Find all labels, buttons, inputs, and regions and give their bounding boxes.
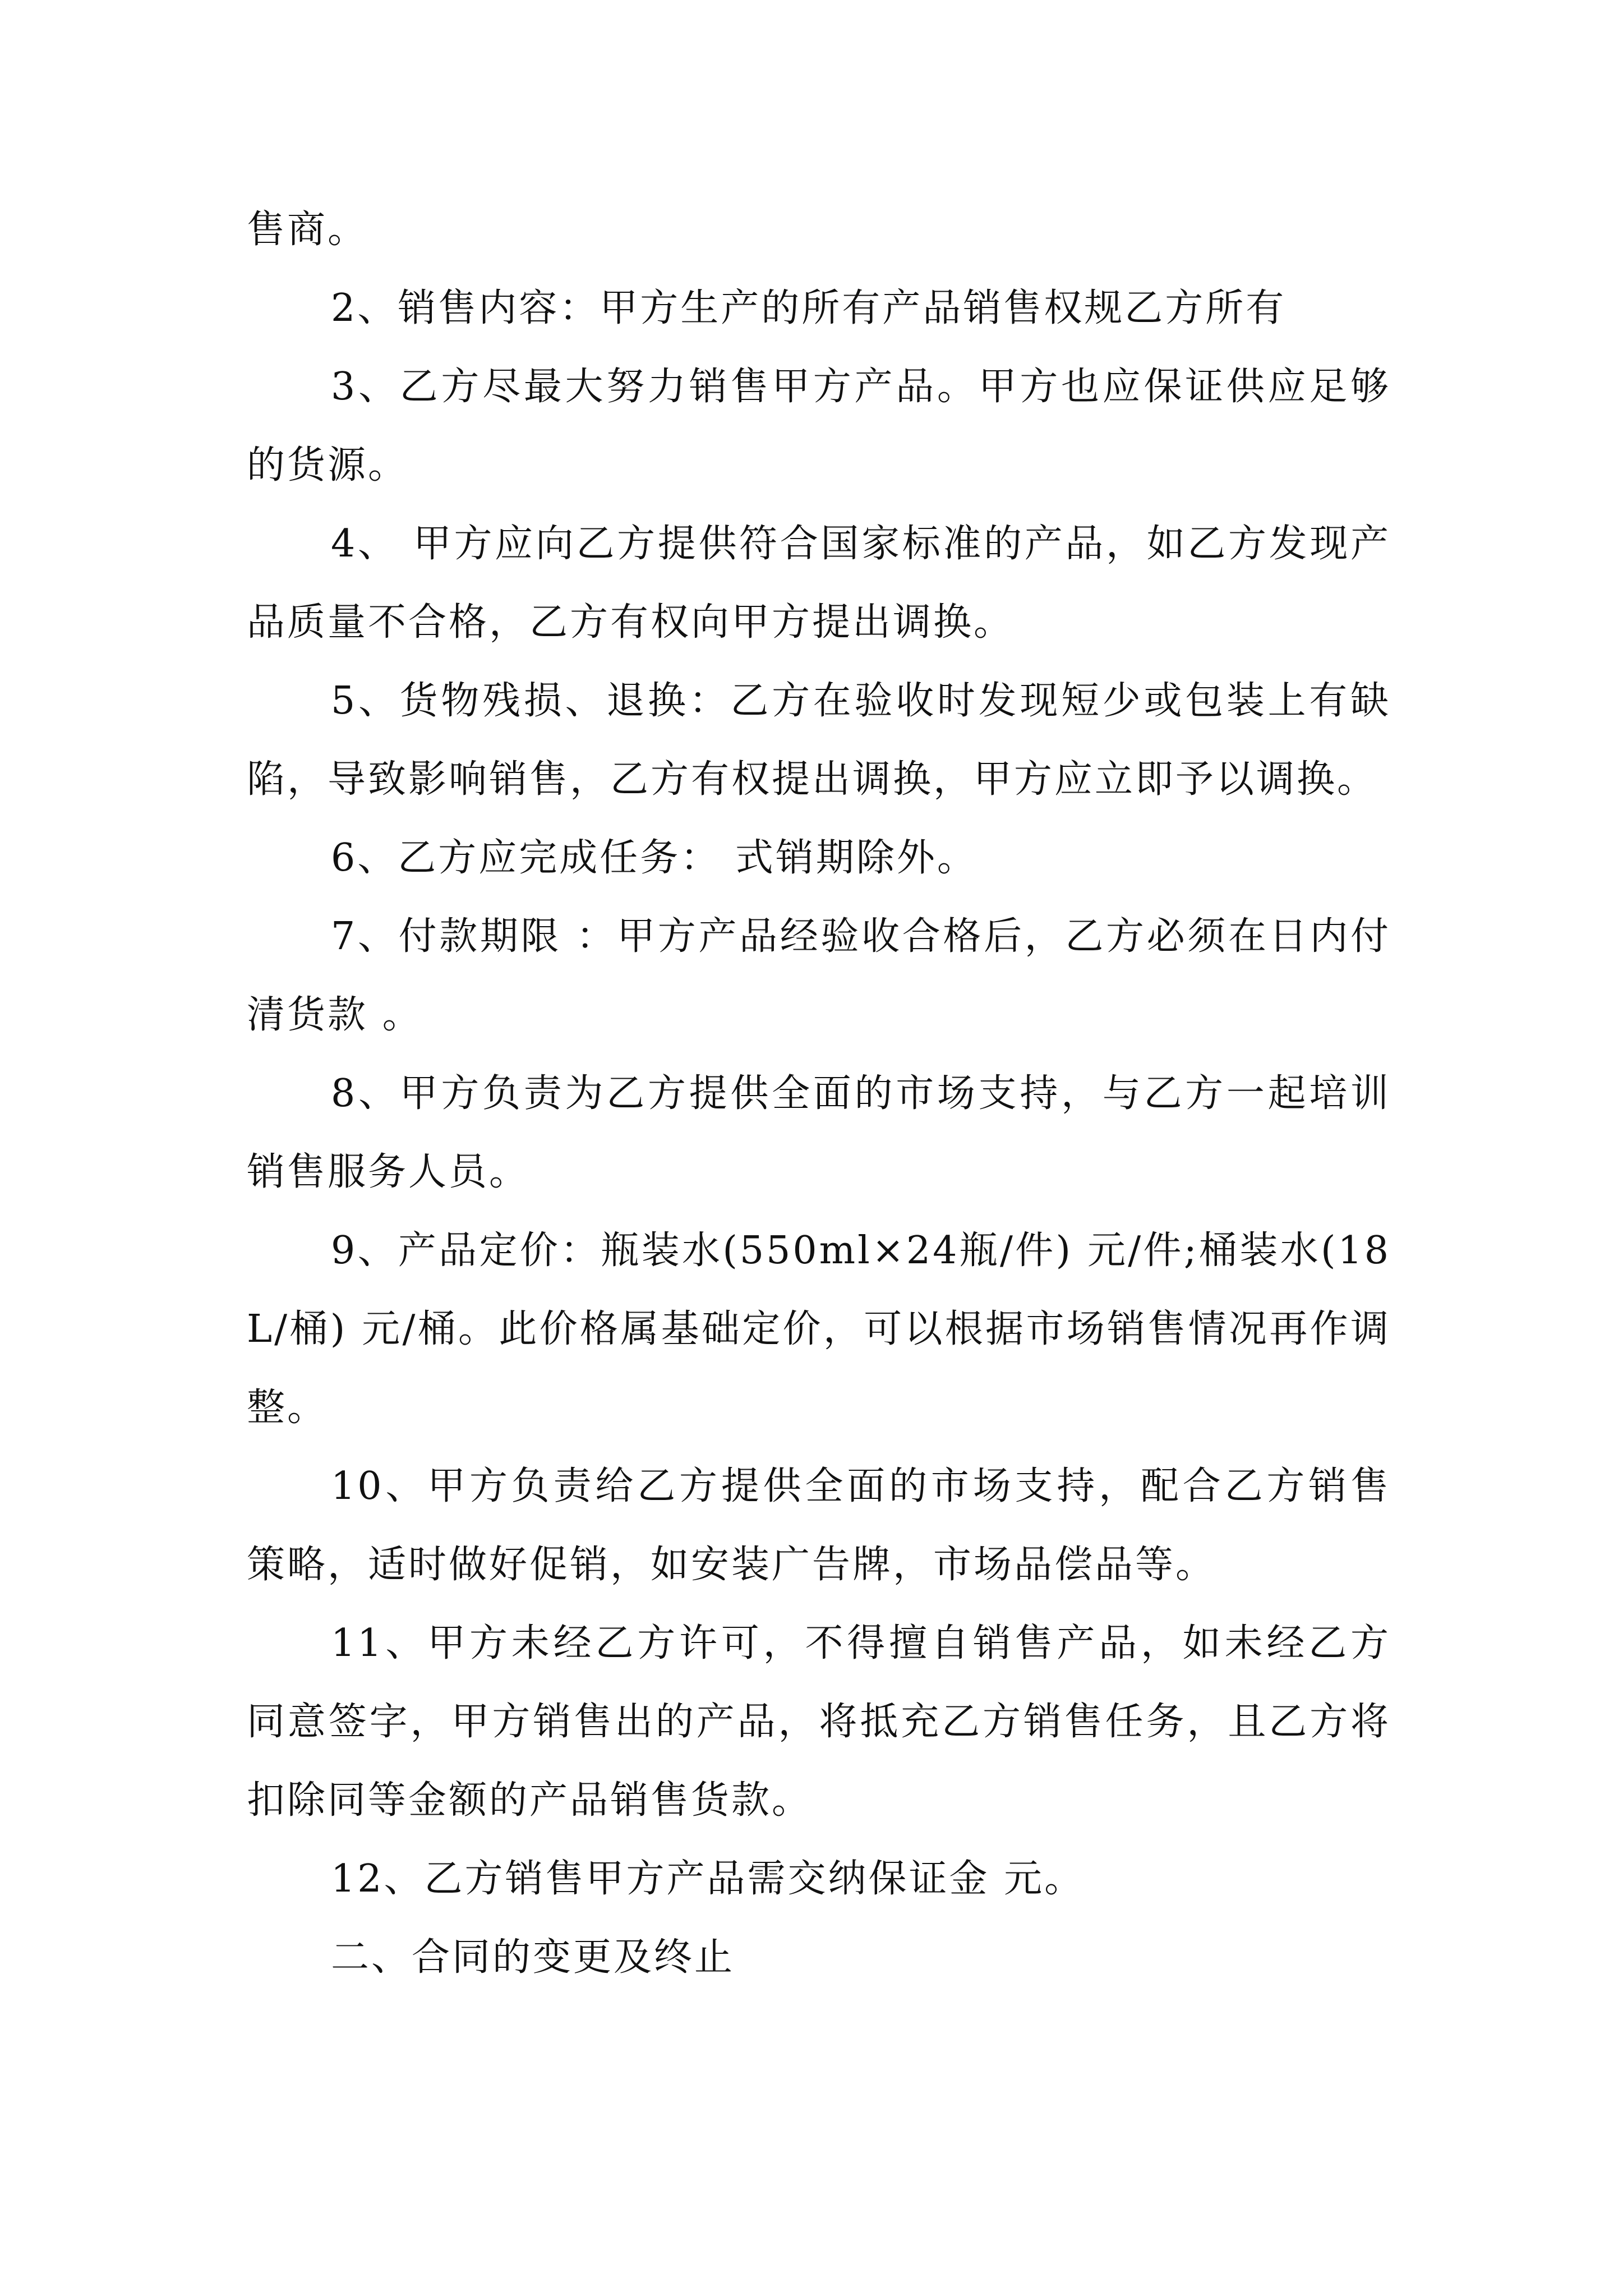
paragraph-clause-11: 11、甲方未经乙方许可，不得擅自销售产品，如未经乙方同意签字，甲方销售出的产品，将抵充乙方销售任务，且乙方将扣除同等金额的产品销售货款。 bbox=[247, 1621, 1391, 1823]
paragraph-clause-8: 8、甲方负责为乙方提供全面的市场支持，与乙方一起培训销售服务人员。 bbox=[247, 1071, 1391, 1194]
paragraph-clause-3: 3、乙方尽最大努力销售甲方产品。甲方也应保证供应足够的货源。 bbox=[247, 365, 1391, 487]
section-heading: 二、合同的变更及终止 bbox=[331, 1935, 735, 1980]
document-body bbox=[247, 191, 1391, 1997]
paragraph-clause-9: 9、产品定价：瓶装水(550ml×24瓶/件) 元/件;桶装水(18L/桶) 元/桶。此价格属基础定价，可以根据市场销售情况再作调整。 bbox=[247, 1228, 1391, 1430]
paragraph-continuation: 售商。 bbox=[247, 208, 368, 252]
paragraph-clause-4: 4、 甲方应向乙方提供符合国家标准的产品，如乙方发现产品质量不合格，乙方有权向甲方提出调换。 bbox=[247, 522, 1391, 645]
paragraph-clause-10: 10、甲方负责给乙方提供全面的市场支持，配合乙方销售策略，适时做好促销，如安装广告牌，市场品偿品等。 bbox=[247, 1464, 1391, 1587]
paragraph-clause-7: 7、付款期限 ：甲方产品经验收合格后，乙方必须在日内付清货款 。 bbox=[247, 914, 1391, 1037]
paragraph-clause-2: 2、销售内容：甲方生产的所有产品销售权规乙方所有 bbox=[331, 286, 1287, 330]
paragraph-clause-12: 12、乙方销售甲方产品需交纳保证金 元。 bbox=[331, 1857, 1085, 1901]
paragraph-clause-6: 6、乙方应完成任务： 式销期除外。 bbox=[331, 836, 978, 880]
paragraph-clause-5: 5、货物残损、退换：乙方在验收时发现短少或包装上有缺陷，导致影响销售，乙方有权提出调换，甲方应立即予以调换。 bbox=[247, 679, 1391, 802]
